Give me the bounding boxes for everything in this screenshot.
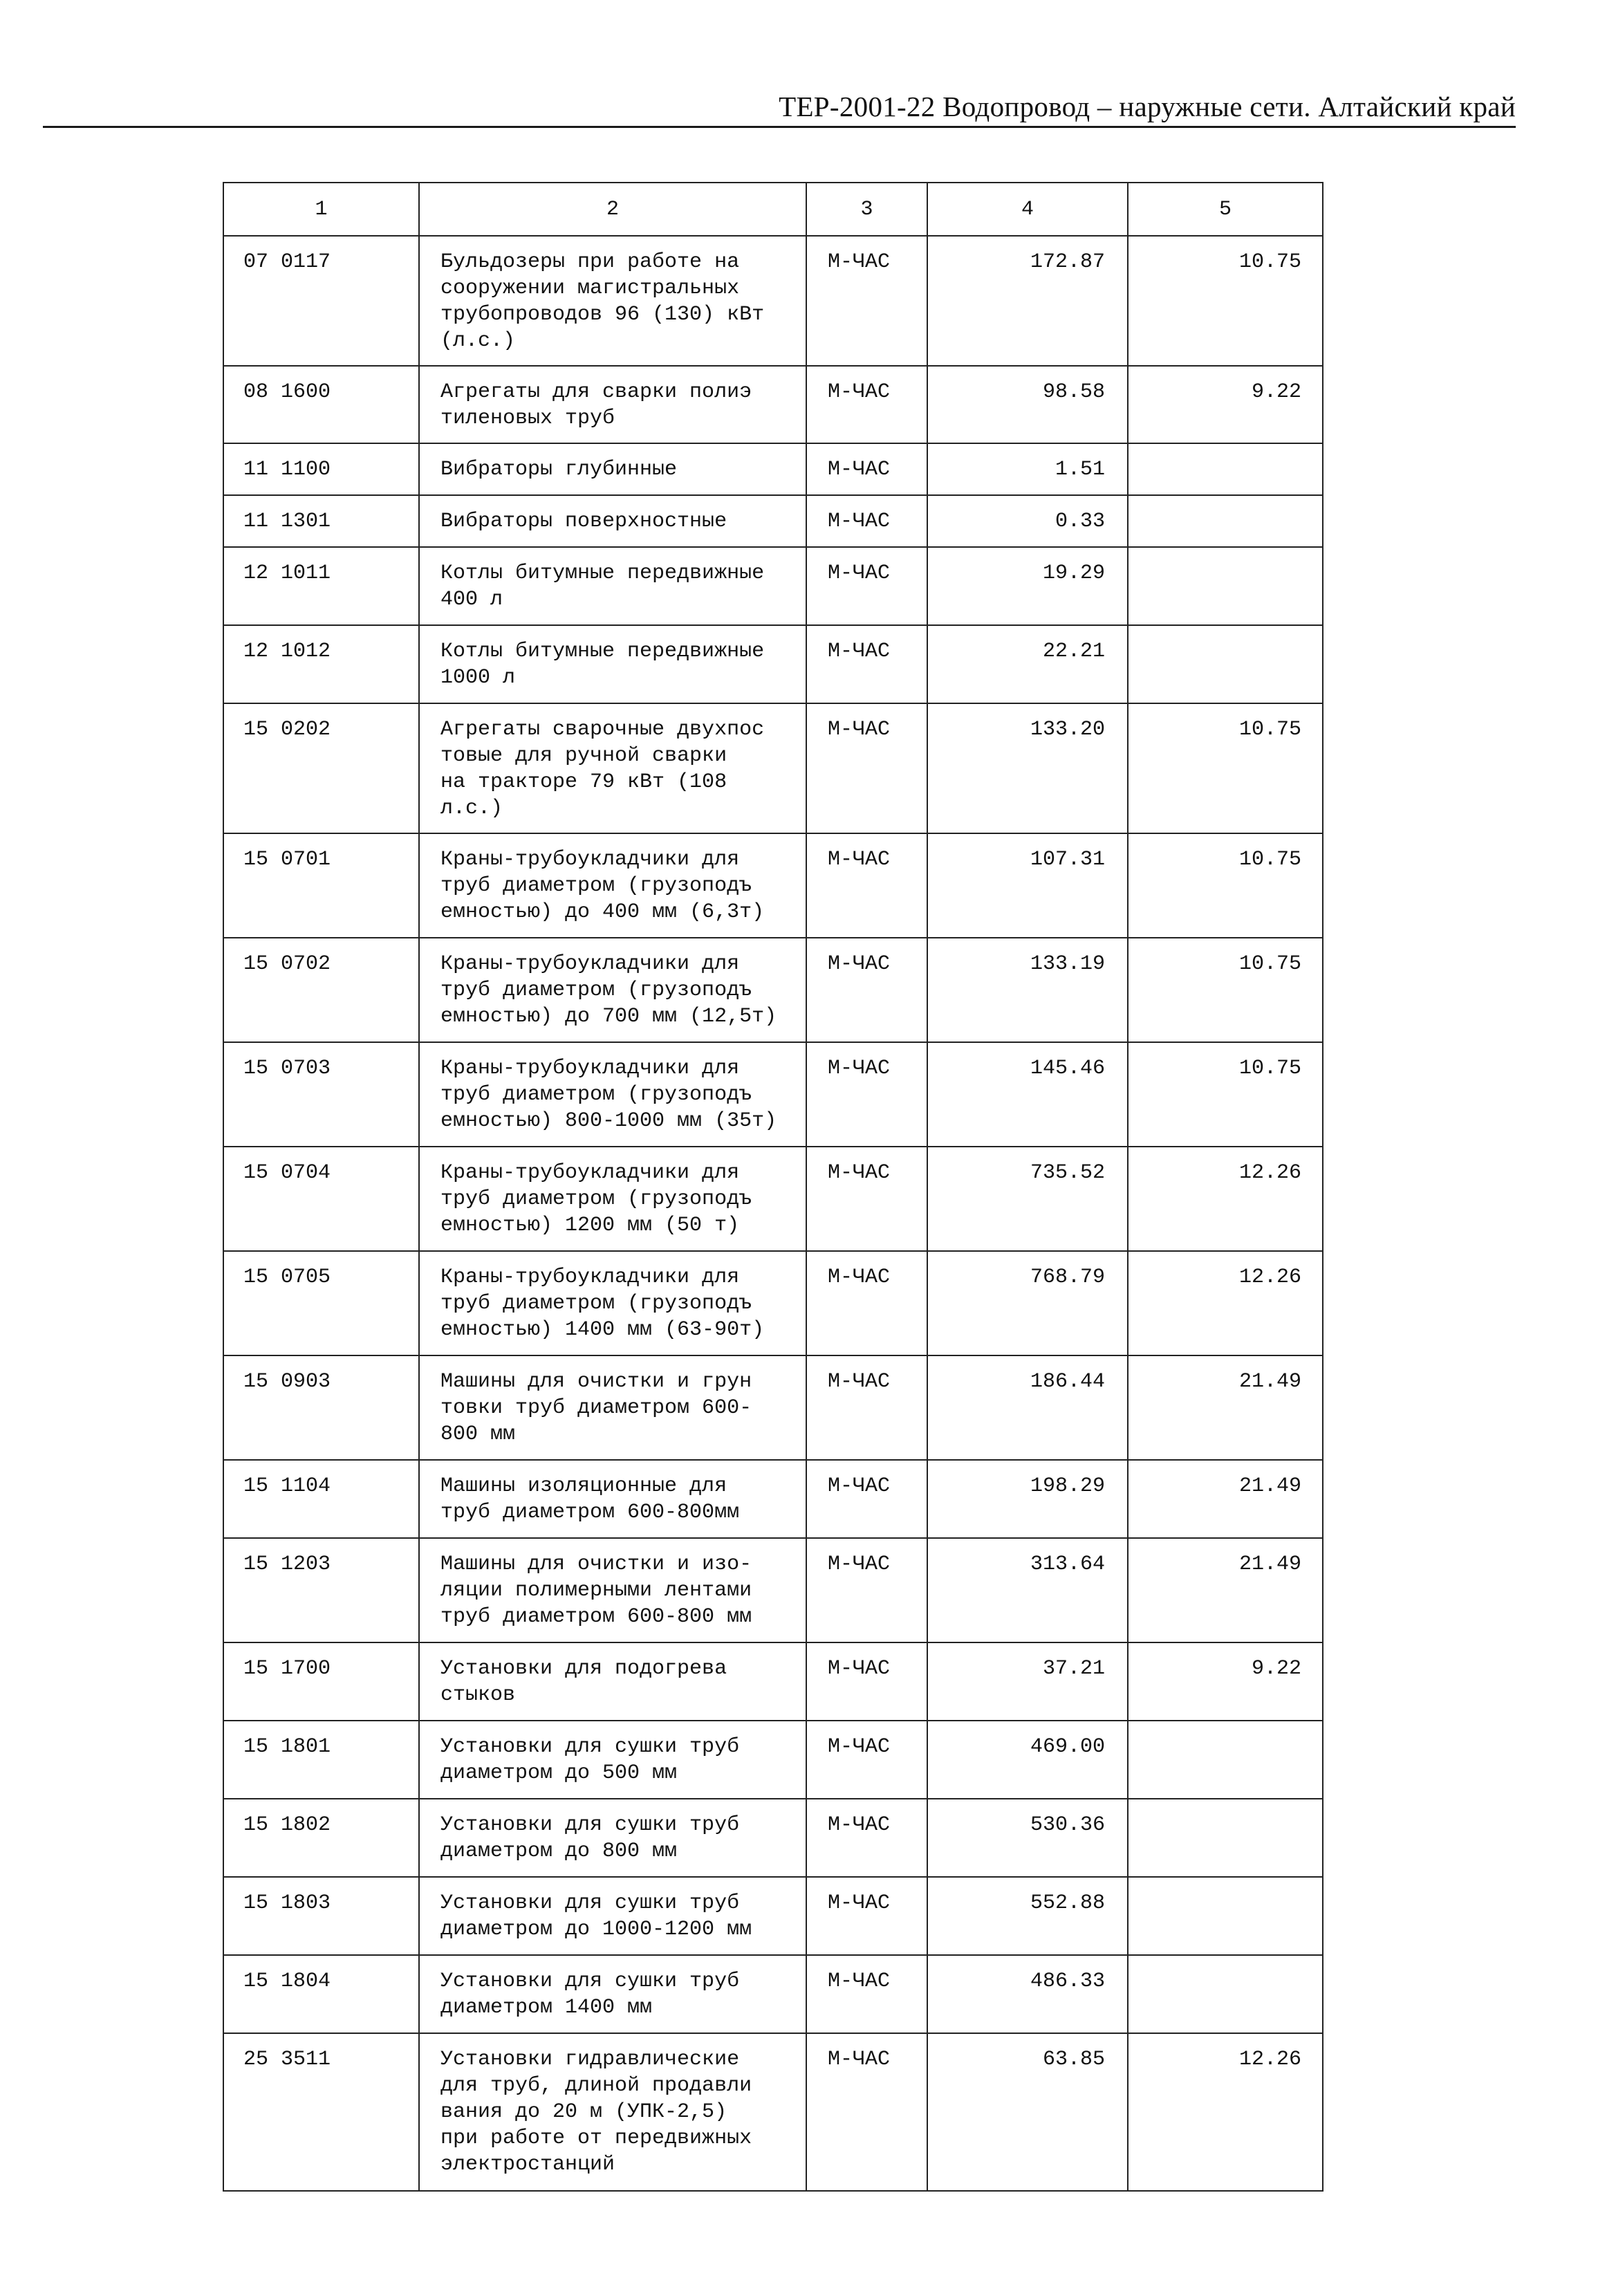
wage: 10.75 bbox=[1128, 1042, 1323, 1147]
machine-name: Установки для сушки труб диаметром до 1000-1200 мм bbox=[419, 1877, 806, 1955]
unit: М-ЧАС bbox=[806, 236, 927, 366]
unit: М-ЧАС bbox=[806, 495, 927, 547]
machine-code: 15 1104 bbox=[223, 1460, 419, 1538]
wage bbox=[1128, 1877, 1323, 1955]
machine-name: Агрегаты сварочные двухпос товые для ручной сварки на тракторе 79 кВт (108 л.с.) bbox=[419, 703, 806, 833]
unit: М-ЧАС bbox=[806, 1877, 927, 1955]
machine-name: Вибраторы поверхностные bbox=[419, 495, 806, 547]
price: 469.00 bbox=[927, 1721, 1128, 1799]
wage: 21.49 bbox=[1128, 1538, 1323, 1642]
machine-code: 11 1301 bbox=[223, 495, 419, 547]
wage: 10.75 bbox=[1128, 236, 1323, 366]
machine-name: Краны-трубоукладчики для труб диаметром (грузоподъ емностью) до 700 мм (12,5т) bbox=[419, 938, 806, 1042]
table-row bbox=[223, 547, 1323, 625]
machine-name: Краны-трубоукладчики для труб диаметром (грузоподъ емностью) 800-1000 мм (35т) bbox=[419, 1042, 806, 1147]
wage: 21.49 bbox=[1128, 1460, 1323, 1538]
machine-code: 15 0704 bbox=[223, 1147, 419, 1251]
machine-name: Машины для очистки и грун товки труб диаметром 600- 800 мм bbox=[419, 1355, 806, 1460]
table-row bbox=[223, 1460, 1323, 1538]
column-number-row bbox=[223, 183, 1323, 236]
price: 198.29 bbox=[927, 1460, 1128, 1538]
wage bbox=[1128, 1799, 1323, 1877]
price: 22.21 bbox=[927, 625, 1128, 703]
wage bbox=[1128, 1955, 1323, 2033]
machine-code: 08 1600 bbox=[223, 366, 419, 443]
price: 768.79 bbox=[927, 1251, 1128, 1355]
column-header: 2 bbox=[419, 183, 806, 236]
table-row bbox=[223, 1642, 1323, 1721]
machine-code: 15 0701 bbox=[223, 833, 419, 938]
wage: 9.22 bbox=[1128, 1642, 1323, 1721]
price: 98.58 bbox=[927, 366, 1128, 443]
machine-code: 15 1700 bbox=[223, 1642, 419, 1721]
unit: М-ЧАС bbox=[806, 2033, 927, 2191]
table-row bbox=[223, 625, 1323, 703]
price: 133.20 bbox=[927, 703, 1128, 833]
machine-code: 15 1802 bbox=[223, 1799, 419, 1877]
machine-name: Установки для сушки труб диаметром 1400 мм bbox=[419, 1955, 806, 2033]
table-row bbox=[223, 366, 1323, 443]
machine-code: 25 3511 bbox=[223, 2033, 419, 2191]
table-row bbox=[223, 1147, 1323, 1251]
machine-code: 15 1203 bbox=[223, 1538, 419, 1642]
unit: М-ЧАС bbox=[806, 1955, 927, 2033]
wage bbox=[1128, 547, 1323, 625]
machine-name: Котлы битумные передвижные 1000 л bbox=[419, 625, 806, 703]
machine-code: 15 0705 bbox=[223, 1251, 419, 1355]
unit: М-ЧАС bbox=[806, 703, 927, 833]
table-row bbox=[223, 1721, 1323, 1799]
unit: М-ЧАС bbox=[806, 1042, 927, 1147]
machine-code: 15 0703 bbox=[223, 1042, 419, 1147]
column-header: 4 bbox=[927, 183, 1128, 236]
machine-name: Краны-трубоукладчики для труб диаметром (грузоподъ емностью) 1200 мм (50 т) bbox=[419, 1147, 806, 1251]
table-row bbox=[223, 1955, 1323, 2033]
wage: 21.49 bbox=[1128, 1355, 1323, 1460]
machine-code: 15 0903 bbox=[223, 1355, 419, 1460]
column-header: 1 bbox=[223, 183, 419, 236]
table-row bbox=[223, 938, 1323, 1042]
unit: М-ЧАС bbox=[806, 1721, 927, 1799]
machine-name: Установки для подогрева стыков bbox=[419, 1642, 806, 1721]
price: 530.36 bbox=[927, 1799, 1128, 1877]
machine-rates-table bbox=[223, 182, 1324, 2192]
table-row bbox=[223, 703, 1323, 833]
machine-code: 15 1803 bbox=[223, 1877, 419, 1955]
unit: М-ЧАС bbox=[806, 1538, 927, 1642]
machine-code: 07 0117 bbox=[223, 236, 419, 366]
unit: М-ЧАС bbox=[806, 366, 927, 443]
price: 486.33 bbox=[927, 1955, 1128, 2033]
unit: М-ЧАС bbox=[806, 1251, 927, 1355]
table-row bbox=[223, 833, 1323, 938]
price: 552.88 bbox=[927, 1877, 1128, 1955]
unit: М-ЧАС bbox=[806, 625, 927, 703]
page-header bbox=[43, 89, 1516, 128]
page-title: ТЕР-2001-22 Водопровод – наружные сети. Алтайский край bbox=[779, 91, 1516, 122]
column-header: 5 bbox=[1128, 183, 1323, 236]
machine-code: 12 1011 bbox=[223, 547, 419, 625]
machine-code: 11 1100 bbox=[223, 443, 419, 495]
table-row bbox=[223, 443, 1323, 495]
wage: 10.75 bbox=[1128, 703, 1323, 833]
wage: 9.22 bbox=[1128, 366, 1323, 443]
unit: М-ЧАС bbox=[806, 1355, 927, 1460]
wage bbox=[1128, 625, 1323, 703]
table-row bbox=[223, 1251, 1323, 1355]
machine-code: 15 0202 bbox=[223, 703, 419, 833]
machine-name: Установки для сушки труб диаметром до 800 мм bbox=[419, 1799, 806, 1877]
table-row bbox=[223, 1877, 1323, 1955]
table-row bbox=[223, 1042, 1323, 1147]
wage: 12.26 bbox=[1128, 1251, 1323, 1355]
wage: 12.26 bbox=[1128, 2033, 1323, 2191]
machine-code: 15 0702 bbox=[223, 938, 419, 1042]
unit: М-ЧАС bbox=[806, 1460, 927, 1538]
machine-name: Краны-трубоукладчики для труб диаметром (грузоподъ емностью) до 400 мм (6,3т) bbox=[419, 833, 806, 938]
machine-code: 12 1012 bbox=[223, 625, 419, 703]
wage bbox=[1128, 495, 1323, 547]
machine-name: Вибраторы глубинные bbox=[419, 443, 806, 495]
machine-name: Машины для очистки и изо- ляции полимерными лентами труб диаметром 600-800 мм bbox=[419, 1538, 806, 1642]
machine-name: Машины изоляционные для труб диаметром 600-800мм bbox=[419, 1460, 806, 1538]
price: 186.44 bbox=[927, 1355, 1128, 1460]
machine-code: 15 1804 bbox=[223, 1955, 419, 2033]
machine-code: 15 1801 bbox=[223, 1721, 419, 1799]
table-row bbox=[223, 236, 1323, 366]
price: 63.85 bbox=[927, 2033, 1128, 2191]
wage: 12.26 bbox=[1128, 1147, 1323, 1251]
wage bbox=[1128, 443, 1323, 495]
price: 19.29 bbox=[927, 547, 1128, 625]
machine-name: Краны-трубоукладчики для труб диаметром (грузоподъ емностью) 1400 мм (63-90т) bbox=[419, 1251, 806, 1355]
machine-name: Агрегаты для сварки полиэ тиленовых труб bbox=[419, 366, 806, 443]
table-row bbox=[223, 2033, 1323, 2191]
price: 172.87 bbox=[927, 236, 1128, 366]
table-row bbox=[223, 1538, 1323, 1642]
unit: М-ЧАС bbox=[806, 1642, 927, 1721]
price: 313.64 bbox=[927, 1538, 1128, 1642]
unit: М-ЧАС bbox=[806, 443, 927, 495]
table-row bbox=[223, 1355, 1323, 1460]
table-row bbox=[223, 1799, 1323, 1877]
machine-name: Установки для сушки труб диаметром до 500 мм bbox=[419, 1721, 806, 1799]
machine-name: Котлы битумные передвижные 400 л bbox=[419, 547, 806, 625]
price: 145.46 bbox=[927, 1042, 1128, 1147]
table-row bbox=[223, 495, 1323, 547]
wage: 10.75 bbox=[1128, 833, 1323, 938]
wage bbox=[1128, 1721, 1323, 1799]
machine-name: Бульдозеры при работе на сооружении магистральных трубопроводов 96 (130) кВт (л.с.) bbox=[419, 236, 806, 366]
column-header: 3 bbox=[806, 183, 927, 236]
price: 1.51 bbox=[927, 443, 1128, 495]
unit: М-ЧАС bbox=[806, 938, 927, 1042]
unit: М-ЧАС bbox=[806, 1799, 927, 1877]
price: 0.33 bbox=[927, 495, 1128, 547]
price: 133.19 bbox=[927, 938, 1128, 1042]
unit: М-ЧАС bbox=[806, 547, 927, 625]
unit: М-ЧАС bbox=[806, 833, 927, 938]
price: 107.31 bbox=[927, 833, 1128, 938]
unit: М-ЧАС bbox=[806, 1147, 927, 1251]
price: 37.21 bbox=[927, 1642, 1128, 1721]
machine-name: Установки гидравлические для труб, длиной продавли вания до 20 м (УПК-2,5) при работе от передвижных электростанций bbox=[419, 2033, 806, 2191]
price: 735.52 bbox=[927, 1147, 1128, 1251]
wage: 10.75 bbox=[1128, 938, 1323, 1042]
